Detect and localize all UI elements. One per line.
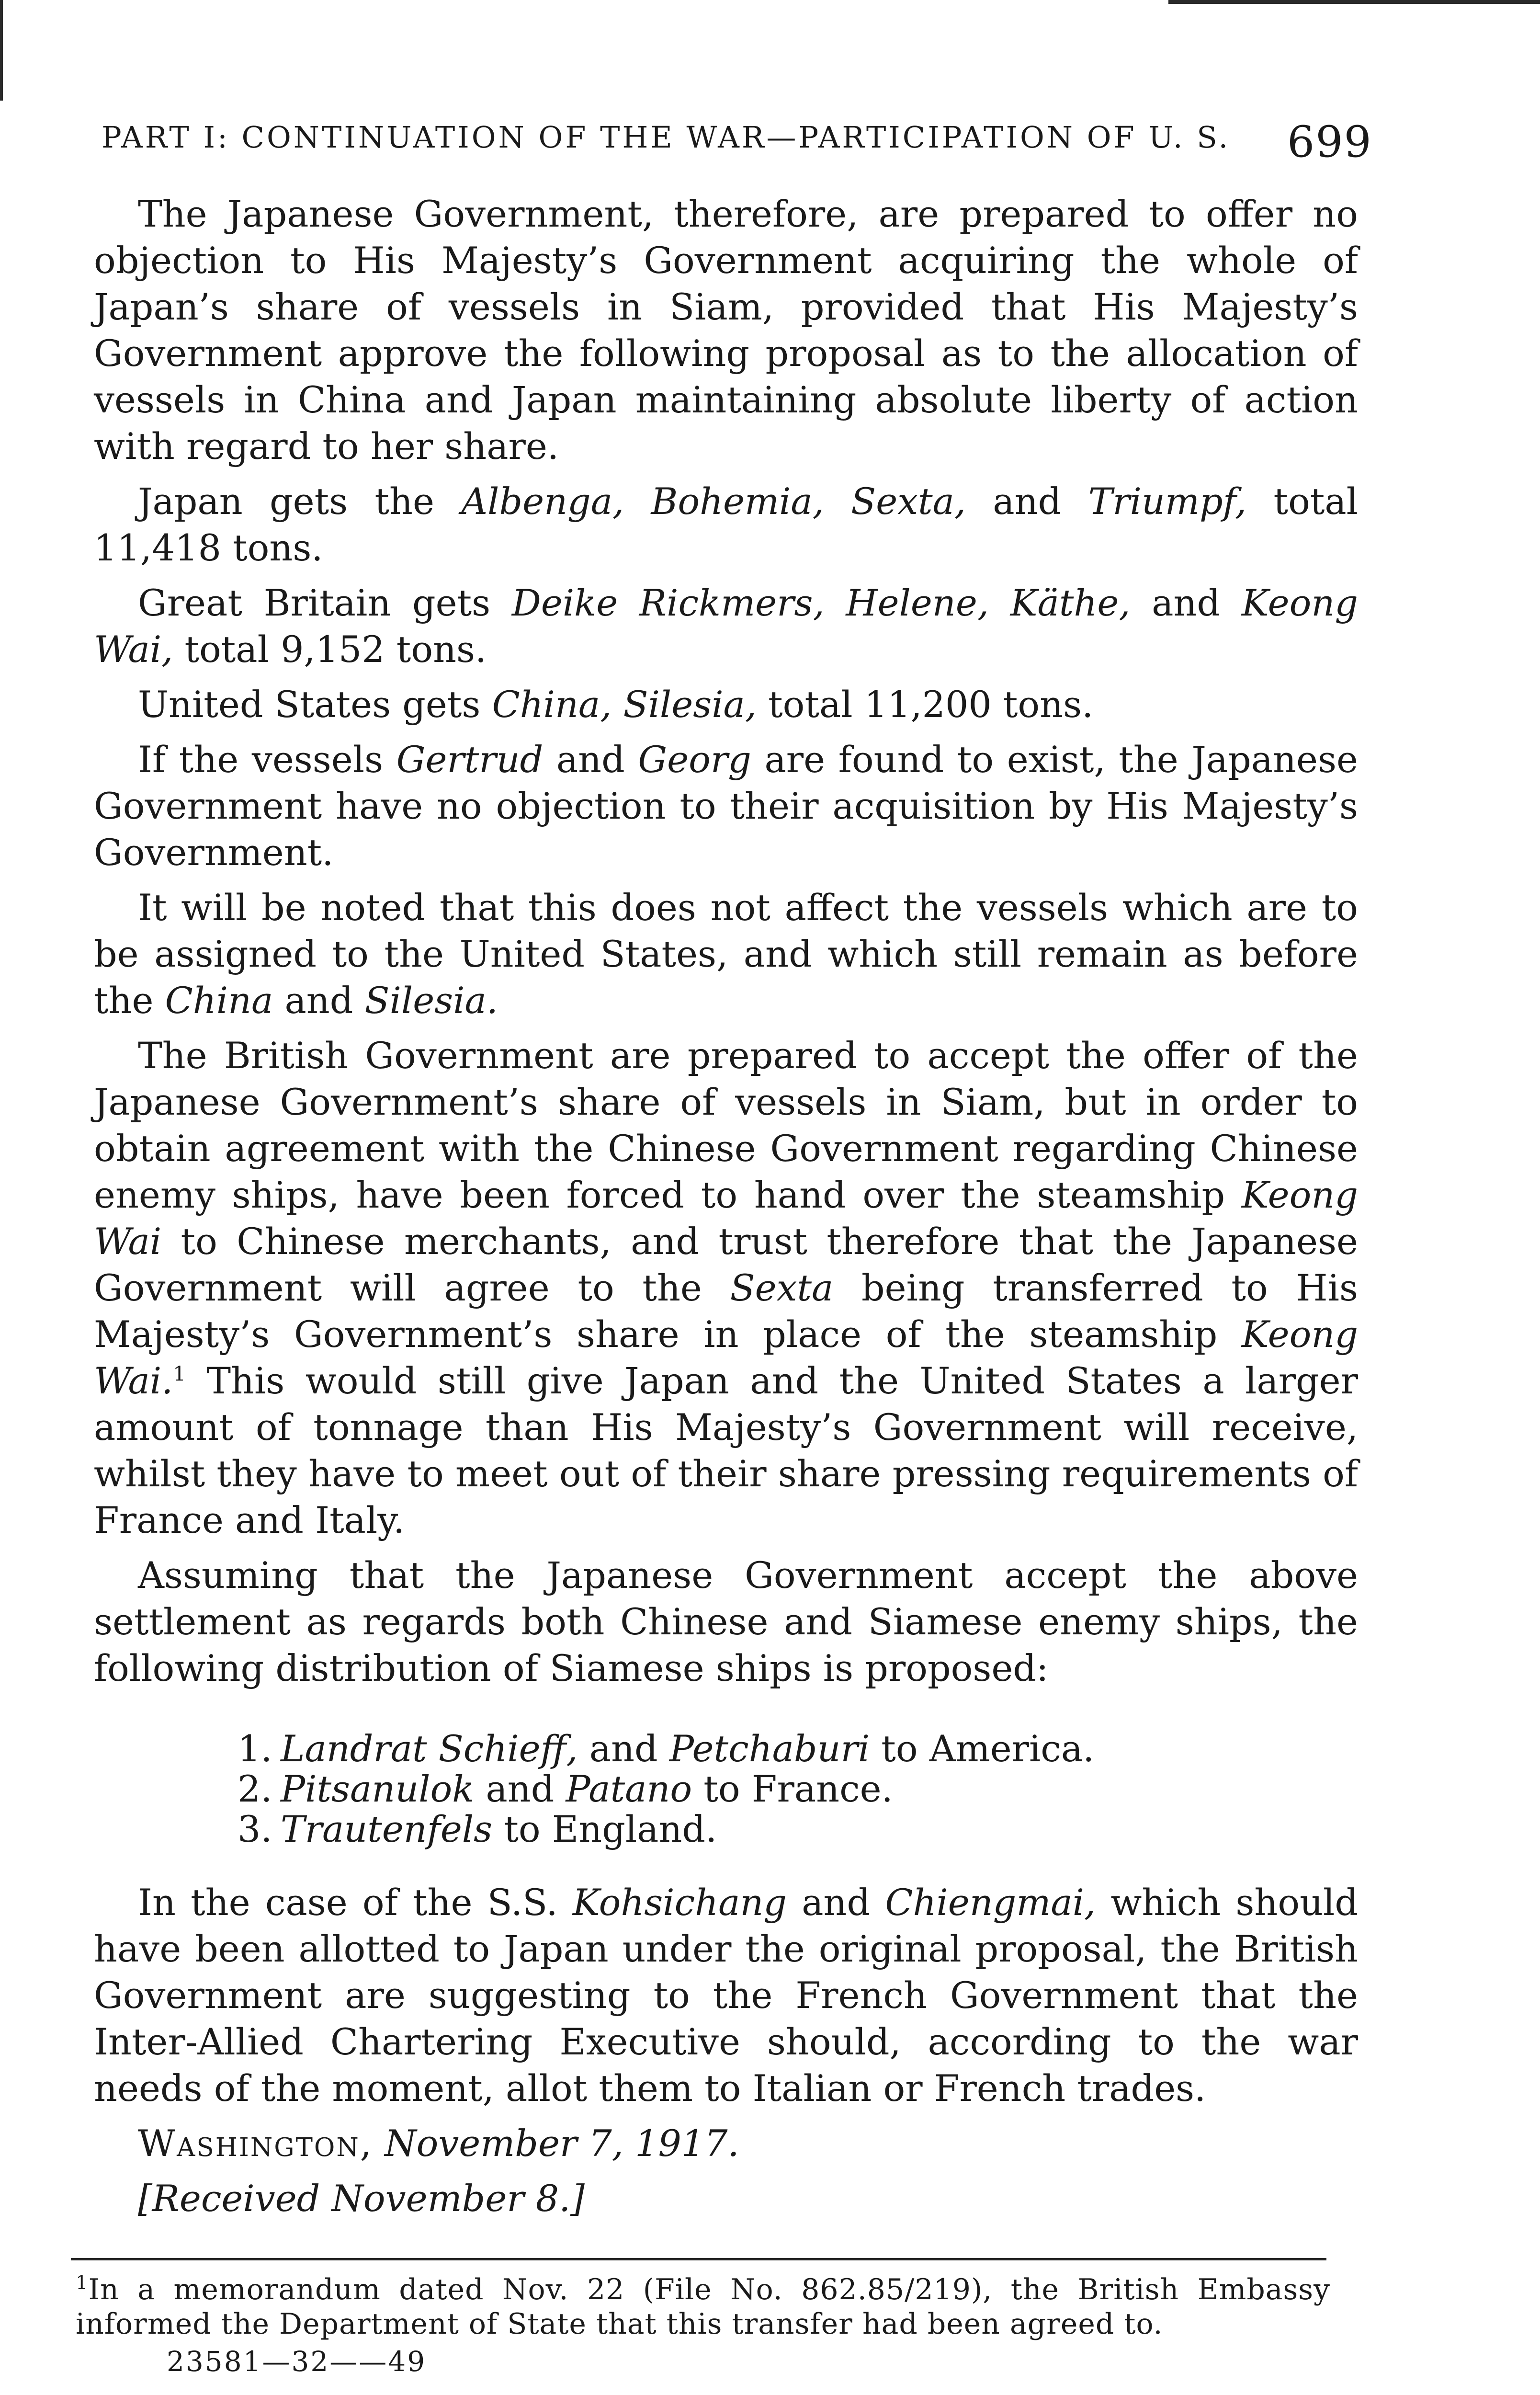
paragraph (94, 1032, 1358, 1543)
ship-names: China, Silesia, (492, 683, 757, 726)
footnote (76, 2272, 1330, 2341)
running-head: PART I: CONTINUATION OF THE WAR—PARTICIPATION OF U. S. (102, 120, 1231, 155)
ship-name: Chiengmai, (885, 1881, 1096, 1924)
text-run: and (474, 1768, 566, 1810)
text-run: If the vessels (138, 738, 396, 781)
ship-name: China (165, 979, 273, 1022)
paragraph: Assuming that the Japanese Government accept the above settlement as regards both Chinese and Siamese enemy ships, the following distribution of Siamese ships is proposed: (94, 1554, 1358, 1689)
text-run: Great Britain gets (138, 582, 512, 624)
text-run: The British Government are prepared to accept the offer of the Japanese Government’s share of vessels in Siam, but in order to obtain agreement with the Chinese Government regarding Chinese enemy ships, have been forced to hand over the steamship (94, 1034, 1358, 1216)
ship-name: Trautenfels (281, 1808, 493, 1850)
paragraph (94, 1879, 1358, 2111)
text-run: and (543, 738, 638, 781)
text-run: It will be noted that this does not affect the vessels which are to be assigned to the United States, and which still remain as before the (94, 886, 1358, 1022)
destination: to France. (692, 1768, 893, 1810)
received-date (94, 2175, 1358, 2222)
text-run: total 11,200 tons. (756, 683, 1094, 726)
text-run: are found to exist, the Japanese Government have no objection to their acquisition by His Majesty’s Government. (94, 738, 1358, 874)
text-run: and (273, 979, 365, 1022)
text-run: Japan gets the (138, 480, 462, 523)
text-run: United States gets (138, 683, 492, 726)
paragraph (94, 580, 1358, 673)
ship-names: Deike Rickmers, Helene, Käthe, (511, 582, 1131, 624)
list-number: 1. (238, 1727, 272, 1770)
ship-name: Petchaburi (669, 1727, 870, 1770)
footnote-rule (71, 2258, 1326, 2260)
footnote-marker: 1 (173, 1362, 186, 1386)
text-run: to Chinese merchants, and trust therefore that the Japanese Government will agree to the (94, 1220, 1358, 1309)
ship-name: Pitsanulok (281, 1768, 475, 1810)
ship-name: Kohsichang (572, 1881, 787, 1924)
ship-name: Keong Wai (94, 1174, 1358, 1263)
paragraph (94, 478, 1358, 571)
ship-name: Georg (638, 738, 751, 781)
paragraph: The Japanese Government, therefore, are prepared to offer no objection to His Majesty’s Government acquiring the whole of Japan’s share of vessels in Siam, provided that His Majesty’s Government approve the following proposal as to the allocation of vessels in China and Japan maintaining absolute liberty of action with regard to her share. (94, 193, 1358, 468)
paragraph (94, 681, 1358, 728)
list-item (238, 1729, 1358, 1769)
ship-allocation-list (238, 1729, 1358, 1849)
scan-edge-top (1168, 0, 1540, 4)
text-run: and (966, 480, 1088, 523)
signature-line (94, 2120, 1358, 2167)
signature-place: Washington, (138, 2122, 373, 2165)
ship-name: Keong Wai, (94, 582, 1358, 671)
footnote-text: In a memorandum dated Nov. 22 (File No. 862.85/219), the British Embassy informed the Department of State that this transfer had been agreed to. (76, 2273, 1330, 2341)
list-item (238, 1769, 1358, 1809)
list-number: 3. (238, 1808, 272, 1850)
ship-name: Silesia. (364, 979, 498, 1022)
text-run: and (578, 1727, 669, 1770)
ship-name: Gertrud (396, 738, 544, 781)
list-number: 2. (238, 1768, 272, 1810)
text-run: and (787, 1881, 885, 1924)
list-item (238, 1809, 1358, 1849)
footnote-marker: 1 (76, 2272, 89, 2294)
ship-name: Triumpf, (1088, 480, 1247, 523)
ship-name: Keong Wai. (94, 1313, 1358, 1402)
ship-name: Sexta (730, 1266, 834, 1309)
paragraph (94, 736, 1358, 876)
text-run: which should have been allotted to Japan under the original proposal, the British Government are suggesting to the French Government that the Inter-Allied Chartering Executive should, according to the war needs of the moment, allot them to Italian or French trades. (94, 1881, 1358, 2110)
print-code: 23581—32——49 (167, 2345, 427, 2378)
text-run: and (1130, 582, 1242, 624)
destination: to England. (492, 1808, 717, 1850)
ship-names: Albenga, Bohemia, Sexta, (461, 480, 966, 523)
text-run: In the case of the S.S. (138, 1881, 573, 1924)
destination: to America. (870, 1727, 1095, 1770)
text-run: being transferred to His Majesty’s Government’s share in place of the steamship (94, 1266, 1358, 1356)
body-text (94, 191, 1358, 2230)
text-run: This would still give Japan and the United States a larger amount of tonnage than His Majesty’s Government will receive, whilst they have to meet out of their share pressing requirements of France and Italy. (94, 1359, 1358, 1541)
scan-edge-left (0, 0, 3, 101)
page-number: 699 (1287, 117, 1372, 167)
ship-name: Patano (566, 1768, 692, 1810)
signature-date: November 7, 1917. (373, 2122, 739, 2165)
text-run: total 11,418 tons. (94, 480, 1358, 569)
text-run: total 9,152 tons. (173, 628, 487, 671)
received-text: [Received November 8.] (138, 2177, 585, 2220)
ship-name: Landrat Schieff, (281, 1727, 578, 1770)
paragraph (94, 884, 1358, 1024)
